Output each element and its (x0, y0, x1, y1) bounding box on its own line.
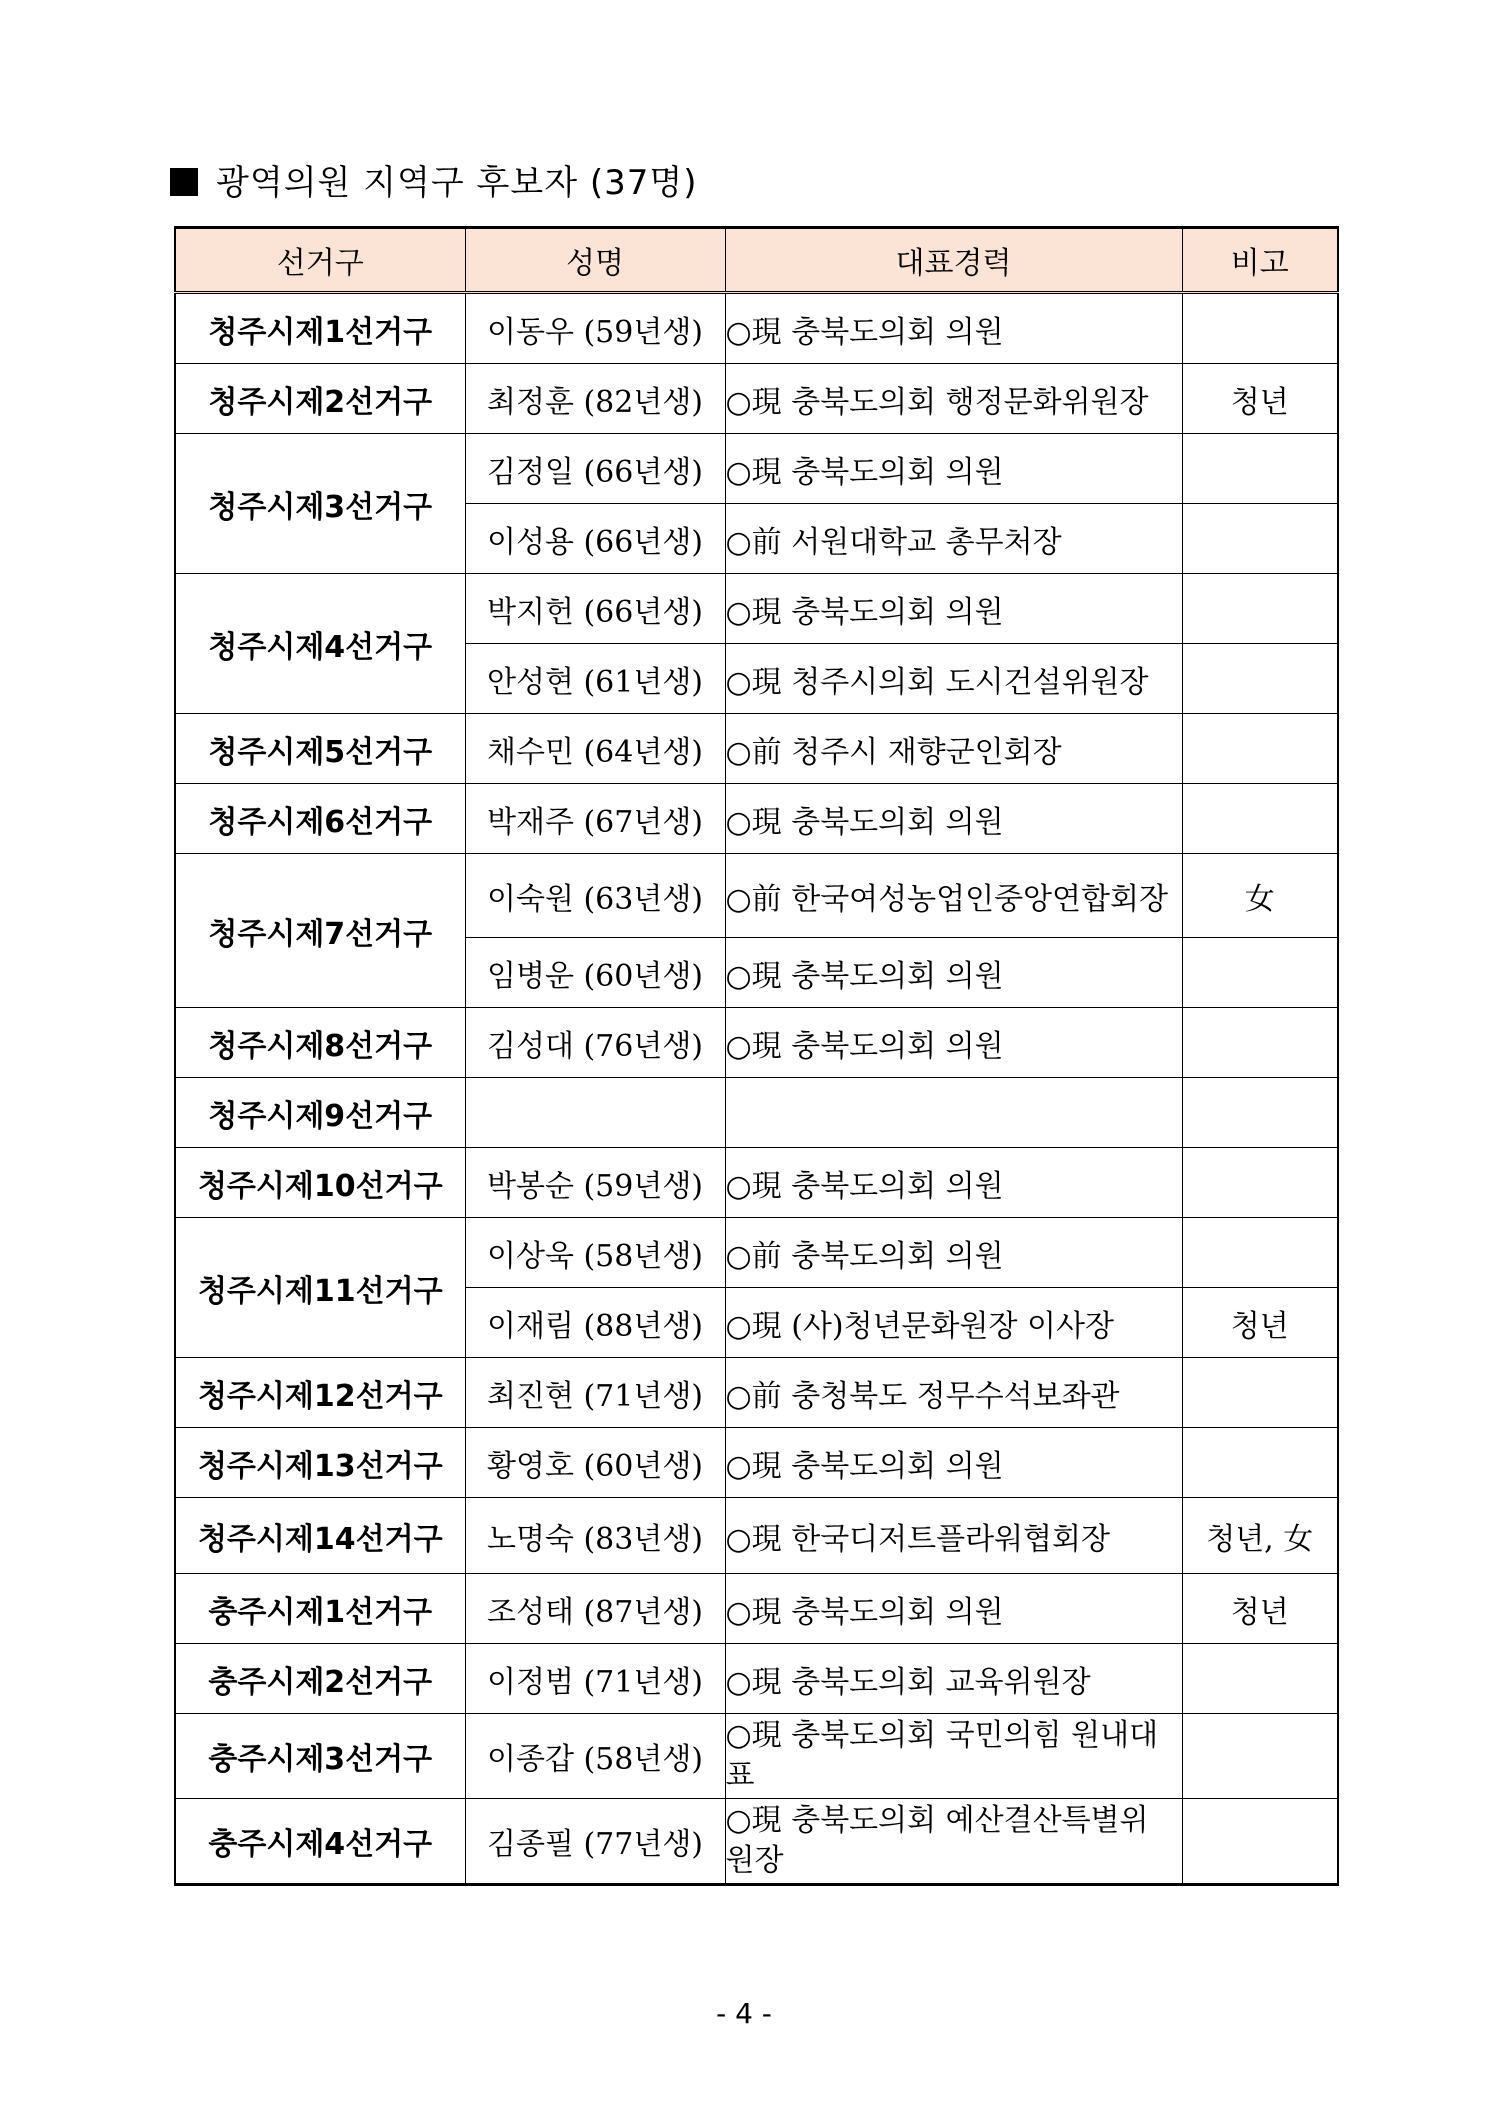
note-cell (1182, 644, 1338, 714)
table-header-row (175, 228, 1338, 293)
career-cell: ○現 충북도의회 행정문화위원장 (725, 364, 1182, 434)
name-cell: 안성현 (61년생) (465, 644, 725, 714)
table-row (175, 1148, 1338, 1218)
section-heading (170, 155, 698, 204)
district-cell: 청주시제4선거구 (175, 574, 465, 714)
district-cell: 청주시제5선거구 (175, 714, 465, 784)
note-cell (1182, 1078, 1338, 1148)
career-cell: ○現 충북도의회 국민의힘 원내대표 (725, 1714, 1182, 1799)
black-square-bullet-icon (170, 168, 198, 196)
note-cell (1182, 714, 1338, 784)
career-cell: ○前 충청북도 정무수석보좌관 (725, 1358, 1182, 1428)
name-cell: 김정일 (66년생) (465, 434, 725, 504)
career-cell (725, 1078, 1182, 1148)
page-number: - 4 - (716, 1997, 772, 2030)
name-cell: 조성태 (87년생) (465, 1574, 725, 1644)
heading-text: 광역의원 지역구 후보자 (37명) (216, 163, 698, 203)
note-cell (1182, 1358, 1338, 1428)
header-district: 선거구 (175, 228, 465, 293)
table-row (175, 1574, 1338, 1644)
career-cell: ○現 충북도의회 예산결산특별위원장 (725, 1799, 1182, 1885)
header-note: 비고 (1182, 228, 1338, 293)
career-cell: ○現 충북도의회 교육위원장 (725, 1644, 1182, 1714)
career-cell: ○前 서원대학교 총무처장 (725, 504, 1182, 574)
career-cell: ○現 청주시의회 도시건설위원장 (725, 644, 1182, 714)
note-cell (1182, 1644, 1338, 1714)
district-cell: 청주시제10선거구 (175, 1148, 465, 1218)
district-cell: 청주시제3선거구 (175, 434, 465, 574)
district-cell: 충주시제2선거구 (175, 1644, 465, 1714)
career-cell: ○現 충북도의회 의원 (725, 1428, 1182, 1498)
name-cell: 노명숙 (83년생) (465, 1498, 725, 1574)
career-cell: ○前 충북도의회 의원 (725, 1218, 1182, 1288)
table-row (175, 1078, 1338, 1148)
name-cell: 임병운 (60년생) (465, 938, 725, 1008)
note-cell: 청년, 女 (1182, 1498, 1338, 1574)
career-cell: ○現 충북도의회 의원 (725, 1008, 1182, 1078)
name-cell: 박지헌 (66년생) (465, 574, 725, 644)
header-name: 성명 (465, 228, 725, 293)
career-cell: ○現 (사)청년문화원장 이사장 (725, 1288, 1182, 1358)
table-row (175, 434, 1338, 504)
header-career: 대표경력 (725, 228, 1182, 293)
district-cell: 청주시제13선거구 (175, 1428, 465, 1498)
career-cell: ○現 충북도의회 의원 (725, 293, 1182, 364)
name-cell: 최정훈 (82년생) (465, 364, 725, 434)
career-cell: ○現 충북도의회 의원 (725, 784, 1182, 854)
district-cell: 청주시제1선거구 (175, 293, 465, 364)
note-cell: 청년 (1182, 1574, 1338, 1644)
note-cell: 청년 (1182, 1288, 1338, 1358)
district-cell: 청주시제12선거구 (175, 1358, 465, 1428)
table-row (175, 1428, 1338, 1498)
career-cell: ○前 한국여성농업인중앙연합회장 (725, 854, 1182, 938)
district-cell: 충주시제4선거구 (175, 1799, 465, 1885)
career-cell: ○現 충북도의회 의원 (725, 434, 1182, 504)
table-row (175, 1218, 1338, 1288)
career-cell: ○前 청주시 재향군인회장 (725, 714, 1182, 784)
table-row (175, 784, 1338, 854)
table-row (175, 714, 1338, 784)
note-cell (1182, 1148, 1338, 1218)
name-cell: 박재주 (67년생) (465, 784, 725, 854)
district-cell: 충주시제3선거구 (175, 1714, 465, 1799)
note-cell: 청년 (1182, 364, 1338, 434)
table-row (175, 1799, 1338, 1885)
note-cell (1182, 1799, 1338, 1885)
note-cell (1182, 784, 1338, 854)
note-cell (1182, 434, 1338, 504)
district-cell: 청주시제8선거구 (175, 1008, 465, 1078)
name-cell: 이종갑 (58년생) (465, 1714, 725, 1799)
name-cell: 이정범 (71년생) (465, 1644, 725, 1714)
name-cell: 채수민 (64년생) (465, 714, 725, 784)
career-cell: ○現 충북도의회 의원 (725, 574, 1182, 644)
name-cell: 이동우 (59년생) (465, 293, 725, 364)
note-cell (1182, 1008, 1338, 1078)
district-cell: 청주시제6선거구 (175, 784, 465, 854)
table-row (175, 293, 1338, 364)
table-row (175, 574, 1338, 644)
career-cell: ○現 충북도의회 의원 (725, 938, 1182, 1008)
table-row (175, 1644, 1338, 1714)
note-cell (1182, 938, 1338, 1008)
table-row (175, 364, 1338, 434)
name-cell: 최진현 (71년생) (465, 1358, 725, 1428)
district-cell: 청주시제7선거구 (175, 854, 465, 1008)
table-row (175, 1008, 1338, 1078)
name-cell: 황영호 (60년생) (465, 1428, 725, 1498)
note-cell (1182, 293, 1338, 364)
note-cell (1182, 504, 1338, 574)
note-cell: 女 (1182, 854, 1338, 938)
district-cell: 충주시제1선거구 (175, 1574, 465, 1644)
table-row (175, 1714, 1338, 1799)
name-cell: 이성용 (66년생) (465, 504, 725, 574)
note-cell (1182, 1428, 1338, 1498)
district-cell: 청주시제2선거구 (175, 364, 465, 434)
district-cell: 청주시제9선거구 (175, 1078, 465, 1148)
career-cell: ○現 한국디저트플라워협회장 (725, 1498, 1182, 1574)
name-cell: 이숙원 (63년생) (465, 854, 725, 938)
career-cell: ○現 충북도의회 의원 (725, 1148, 1182, 1218)
note-cell (1182, 1714, 1338, 1799)
note-cell (1182, 574, 1338, 644)
name-cell: 박봉순 (59년생) (465, 1148, 725, 1218)
table-row (175, 854, 1338, 938)
table-row (175, 1498, 1338, 1574)
district-cell: 청주시제11선거구 (175, 1218, 465, 1358)
table-row (175, 1358, 1338, 1428)
name-cell: 이상욱 (58년생) (465, 1218, 725, 1288)
name-cell: 김성대 (76년생) (465, 1008, 725, 1078)
name-cell: 이재림 (88년생) (465, 1288, 725, 1358)
name-cell: 김종필 (77년생) (465, 1799, 725, 1885)
name-cell (465, 1078, 725, 1148)
district-cell: 청주시제14선거구 (175, 1498, 465, 1574)
career-cell: ○現 충북도의회 의원 (725, 1574, 1182, 1644)
note-cell (1182, 1218, 1338, 1288)
candidates-table (174, 226, 1339, 1886)
